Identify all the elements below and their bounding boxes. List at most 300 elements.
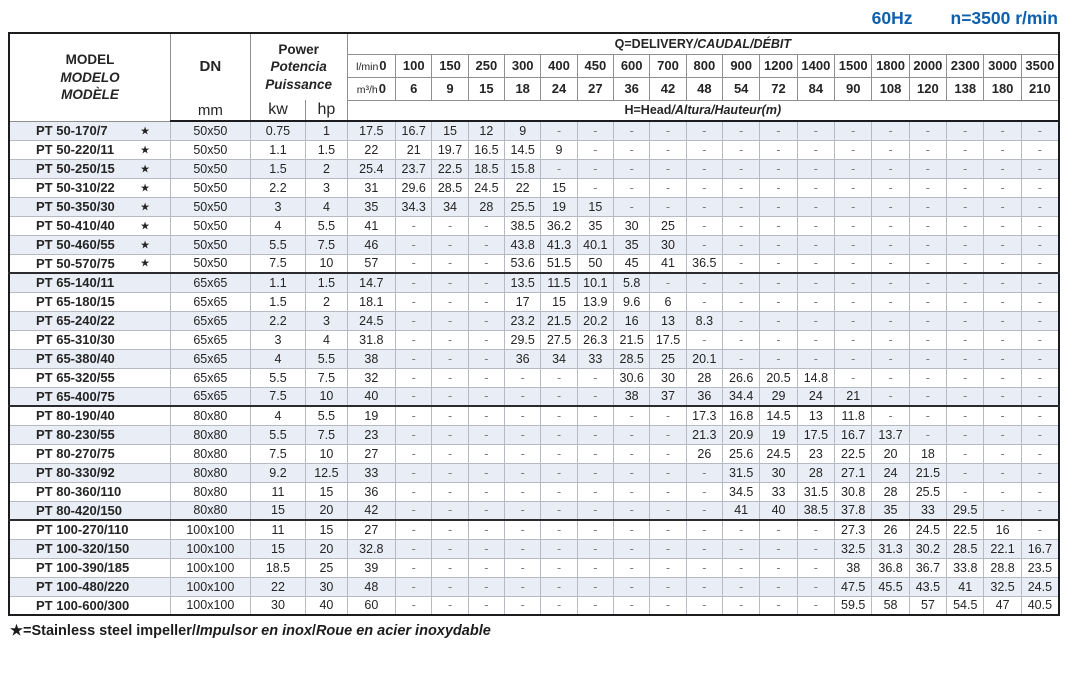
model-cell — [9, 254, 170, 273]
head-cell: 31 — [347, 178, 395, 197]
kw-cell: 2.2 — [250, 311, 306, 330]
head-cell: - — [541, 520, 577, 539]
head-cell: - — [577, 539, 613, 558]
table-row — [9, 216, 1059, 235]
model-cell — [9, 349, 170, 368]
head-cell: - — [541, 121, 577, 140]
head-cell: - — [650, 406, 686, 425]
head-cell: - — [686, 178, 722, 197]
head-cell: - — [947, 273, 984, 292]
model-name: PT 50-350/30 — [36, 199, 115, 214]
head-cell: 45.5 — [872, 577, 909, 596]
head-cell: - — [797, 558, 834, 577]
hp-cell: 25 — [306, 558, 347, 577]
dn-header — [170, 33, 250, 100]
head-cell: - — [505, 406, 541, 425]
m3h-value-10: 54 — [723, 77, 760, 100]
head-cell: - — [909, 159, 946, 178]
footnote-fr: Roue en acier inoxydable — [315, 623, 491, 639]
model-cell — [9, 368, 170, 387]
head-cell: - — [723, 178, 760, 197]
head-cell: - — [947, 311, 984, 330]
head-cell: - — [541, 558, 577, 577]
head-cell: - — [723, 558, 760, 577]
lmin-value-18: 3500 — [1021, 54, 1059, 77]
stainless-star-icon: ★ — [140, 125, 150, 137]
head-cell: - — [1021, 406, 1059, 425]
model-cell — [9, 406, 170, 425]
head-cell: 11.5 — [541, 273, 577, 292]
head-cell: 41 — [947, 577, 984, 596]
head-cell: - — [686, 463, 722, 482]
head-cell: - — [541, 387, 577, 406]
head-cell: 15 — [577, 197, 613, 216]
table-row — [9, 539, 1059, 558]
head-cell: - — [1021, 482, 1059, 501]
head-cell: - — [505, 482, 541, 501]
head-cell: - — [947, 159, 984, 178]
head-cell: 38 — [347, 349, 395, 368]
lmin-value-9: 800 — [686, 54, 722, 77]
head-cell: 28.8 — [984, 558, 1021, 577]
head-cell: 25.6 — [723, 444, 760, 463]
lmin-value-7: 600 — [614, 54, 650, 77]
head-cell: 17 — [505, 292, 541, 311]
head-cell: 38 — [835, 558, 872, 577]
head-cell: - — [577, 463, 613, 482]
head-cell: 21.5 — [541, 311, 577, 330]
head-cell: - — [797, 235, 834, 254]
head-cell: 53.6 — [505, 254, 541, 273]
head-cell: 28 — [468, 197, 504, 216]
head-cell: - — [909, 349, 946, 368]
head-cell: - — [984, 292, 1021, 311]
head-cell: - — [686, 235, 722, 254]
head-cell: 24.5 — [1021, 577, 1059, 596]
head-cell: 27.3 — [835, 520, 872, 539]
lmin-value-14: 1800 — [872, 54, 909, 77]
head-cell: - — [396, 311, 432, 330]
head-cell: 14.8 — [797, 368, 834, 387]
head-cell: - — [468, 349, 504, 368]
model-name: PT 80-420/150 — [36, 502, 123, 518]
head-cell: - — [650, 596, 686, 615]
head-cell: 34 — [541, 349, 577, 368]
head-cell: - — [797, 596, 834, 615]
head-cell: 30 — [650, 368, 686, 387]
head-cell: - — [1021, 121, 1059, 140]
m3h-value-6: 27 — [577, 77, 613, 100]
m3h-value-12: 84 — [797, 77, 834, 100]
head-cell: 27 — [347, 444, 395, 463]
head-cell: 16.7 — [835, 425, 872, 444]
model-cell — [9, 330, 170, 349]
head-cell: - — [797, 140, 834, 159]
head-cell: 24.5 — [909, 520, 946, 539]
head-cell: - — [909, 273, 946, 292]
table-row — [9, 387, 1059, 406]
head-cell: - — [835, 330, 872, 349]
head-cell: - — [686, 159, 722, 178]
head-cell: 36 — [347, 482, 395, 501]
head-cell: - — [1021, 520, 1059, 539]
head-cell: - — [797, 349, 834, 368]
head-cell: - — [1021, 368, 1059, 387]
head-cell: 16 — [984, 520, 1021, 539]
head-cell: - — [432, 292, 468, 311]
hp-cell: 20 — [306, 539, 347, 558]
head-cell: - — [797, 273, 834, 292]
dn-cell: 80x80 — [170, 425, 250, 444]
lmin-value-2: 150 — [432, 54, 468, 77]
head-cell: 23 — [347, 425, 395, 444]
kw-cell: 3 — [250, 197, 306, 216]
head-cell: - — [396, 406, 432, 425]
head-cell: - — [947, 121, 984, 140]
table-row — [9, 197, 1059, 216]
head-cell: 14.5 — [760, 406, 797, 425]
kw-cell: 22 — [250, 577, 306, 596]
head-cell: - — [614, 140, 650, 159]
dn-cell: 50x50 — [170, 159, 250, 178]
head-cell: 21.5 — [909, 463, 946, 482]
head-cell: 30 — [650, 235, 686, 254]
head-cell: 18.1 — [347, 292, 395, 311]
head-cell: - — [760, 330, 797, 349]
dn-cell: 50x50 — [170, 178, 250, 197]
lmin-value-4: 300 — [505, 54, 541, 77]
model-name: PT 65-400/75 — [36, 388, 115, 404]
power-header-en: Power — [278, 42, 319, 58]
head-cell: - — [984, 463, 1021, 482]
head-cell: 41 — [347, 216, 395, 235]
head-cell: - — [577, 501, 613, 520]
kw-cell: 2.2 — [250, 178, 306, 197]
dn-cell: 50x50 — [170, 121, 250, 140]
head-cell: 31.3 — [872, 539, 909, 558]
model-name: PT 80-270/75 — [36, 446, 115, 461]
model-header — [9, 33, 170, 121]
head-header-suffix: /Altura/Hauteur(m) — [671, 103, 782, 118]
head-cell: - — [396, 387, 432, 406]
head-cell: - — [1021, 387, 1059, 406]
head-cell: 41 — [650, 254, 686, 273]
dn-cell: 50x50 — [170, 197, 250, 216]
dn-cell: 80x80 — [170, 482, 250, 501]
head-cell: 24.5 — [760, 444, 797, 463]
head-cell: 47 — [984, 596, 1021, 615]
head-cell: 15 — [541, 292, 577, 311]
head-cell: - — [468, 387, 504, 406]
head-cell: 36.5 — [686, 254, 722, 273]
kw-cell: 9.2 — [250, 463, 306, 482]
head-cell: 34.5 — [723, 482, 760, 501]
head-cell: - — [947, 387, 984, 406]
hp-unit: hp — [306, 100, 347, 121]
head-cell: 43.5 — [909, 577, 946, 596]
head-cell: - — [984, 159, 1021, 178]
head-cell: 15 — [541, 178, 577, 197]
head-cell: - — [947, 235, 984, 254]
head-cell: - — [686, 273, 722, 292]
head-cell: - — [468, 520, 504, 539]
head-cell: 19 — [347, 406, 395, 425]
head-cell: - — [396, 425, 432, 444]
model-name: PT 50-220/11 — [36, 142, 115, 157]
head-cell: 36.8 — [872, 558, 909, 577]
head-cell: - — [577, 121, 613, 140]
hp-cell: 1 — [306, 121, 347, 140]
head-cell: - — [760, 596, 797, 615]
head-cell: - — [432, 311, 468, 330]
head-cell: - — [984, 501, 1021, 520]
head-cell: - — [432, 330, 468, 349]
head-cell: - — [577, 444, 613, 463]
head-cell: 40 — [760, 501, 797, 520]
head-cell: - — [909, 311, 946, 330]
hp-cell: 5.5 — [306, 349, 347, 368]
dn-cell: 100x100 — [170, 596, 250, 615]
kw-cell: 11 — [250, 482, 306, 501]
hp-cell: 4 — [306, 197, 347, 216]
head-cell: 14.5 — [505, 140, 541, 159]
head-cell: - — [1021, 235, 1059, 254]
head-cell: - — [614, 558, 650, 577]
dn-cell: 50x50 — [170, 216, 250, 235]
head-cell: - — [577, 406, 613, 425]
head-cell: - — [760, 121, 797, 140]
head-cell: - — [468, 539, 504, 558]
head-cell: 47.5 — [835, 577, 872, 596]
head-cell: 33.8 — [947, 558, 984, 577]
kw-cell: 7.5 — [250, 254, 306, 273]
head-cell: - — [686, 292, 722, 311]
head-header — [347, 100, 1059, 121]
model-cell — [9, 558, 170, 577]
head-cell: - — [468, 311, 504, 330]
m3h-value-3: 15 — [468, 77, 504, 100]
head-cell: 22.1 — [984, 539, 1021, 558]
head-cell: 26 — [872, 520, 909, 539]
head-cell: - — [686, 482, 722, 501]
stainless-star-icon: ★ — [140, 144, 150, 156]
kw-cell: 4 — [250, 349, 306, 368]
head-cell: - — [614, 520, 650, 539]
head-cell: 26.6 — [723, 368, 760, 387]
head-cell: - — [396, 254, 432, 273]
head-cell: - — [909, 121, 946, 140]
head-cell: - — [984, 140, 1021, 159]
head-cell: - — [1021, 330, 1059, 349]
head-cell: 31.8 — [347, 330, 395, 349]
head-cell: - — [468, 501, 504, 520]
footnote-separator: / — [311, 623, 316, 639]
head-cell: - — [577, 482, 613, 501]
head-cell: - — [984, 235, 1021, 254]
m3h-value-16: 138 — [947, 77, 984, 100]
hp-cell: 20 — [306, 501, 347, 520]
head-cell: 13 — [797, 406, 834, 425]
power-header — [250, 33, 347, 100]
head-cell: - — [432, 596, 468, 615]
head-cell: - — [984, 482, 1021, 501]
table-row — [9, 311, 1059, 330]
stainless-star-icon: ★ — [140, 257, 150, 270]
head-cell: - — [396, 463, 432, 482]
head-cell: - — [650, 463, 686, 482]
head-cell: - — [872, 292, 909, 311]
head-cell: - — [614, 425, 650, 444]
hp-cell: 10 — [306, 254, 347, 273]
hp-cell: 1.5 — [306, 140, 347, 159]
head-cell: 12 — [468, 121, 504, 140]
head-cell: 32.8 — [347, 539, 395, 558]
head-cell: 38.5 — [797, 501, 834, 520]
head-cell: 16.7 — [1021, 539, 1059, 558]
table-row — [9, 558, 1059, 577]
head-cell: - — [614, 197, 650, 216]
head-cell: - — [835, 273, 872, 292]
hp-cell: 7.5 — [306, 368, 347, 387]
head-cell: - — [760, 254, 797, 273]
head-cell: - — [984, 444, 1021, 463]
head-cell: 10.1 — [577, 273, 613, 292]
head-cell: - — [797, 178, 834, 197]
head-cell: - — [432, 482, 468, 501]
head-cell: 34.4 — [723, 387, 760, 406]
stainless-star-icon: ★ — [140, 239, 150, 251]
head-cell: 24.5 — [347, 311, 395, 330]
head-cell: - — [909, 406, 946, 425]
model-cell — [9, 463, 170, 482]
head-cell: - — [947, 197, 984, 216]
head-cell: - — [686, 539, 722, 558]
head-cell: - — [541, 368, 577, 387]
head-cell: - — [468, 368, 504, 387]
stainless-star-icon: ★ — [140, 163, 150, 175]
head-cell: - — [396, 539, 432, 558]
head-cell: 19 — [541, 197, 577, 216]
head-cell: - — [835, 121, 872, 140]
head-cell: 25.5 — [909, 482, 946, 501]
head-cell: - — [1021, 178, 1059, 197]
head-cell: - — [947, 406, 984, 425]
head-cell: - — [909, 254, 946, 273]
head-cell: - — [872, 368, 909, 387]
head-cell: - — [909, 330, 946, 349]
head-cell: - — [760, 235, 797, 254]
head-cell: - — [872, 406, 909, 425]
head-cell: 17.5 — [650, 330, 686, 349]
head-cell: - — [614, 577, 650, 596]
head-cell: - — [468, 406, 504, 425]
head-cell: - — [947, 349, 984, 368]
head-cell: - — [541, 425, 577, 444]
model-name: PT 100-600/300 — [36, 597, 130, 613]
head-cell: - — [650, 273, 686, 292]
head-cell: - — [541, 539, 577, 558]
dn-cell: 80x80 — [170, 406, 250, 425]
head-cell: - — [650, 501, 686, 520]
head-cell: 28 — [686, 368, 722, 387]
head-cell: - — [505, 463, 541, 482]
head-cell: 11.8 — [835, 406, 872, 425]
head-cell: 60 — [347, 596, 395, 615]
stainless-star-icon: ★ — [140, 201, 150, 213]
head-cell: - — [1021, 425, 1059, 444]
head-cell: - — [468, 216, 504, 235]
model-name: PT 65-380/40 — [36, 351, 115, 366]
table-row — [9, 425, 1059, 444]
head-cell: - — [1021, 140, 1059, 159]
head-cell: 43.8 — [505, 235, 541, 254]
head-cell: - — [432, 539, 468, 558]
m3h-value-13: 90 — [835, 77, 872, 100]
kw-cell: 1.5 — [250, 159, 306, 178]
footnote — [0, 616, 1068, 639]
head-cell: - — [505, 539, 541, 558]
head-cell: - — [909, 368, 946, 387]
head-cell: 15.8 — [505, 159, 541, 178]
head-cell: 6 — [650, 292, 686, 311]
head-cell: - — [650, 558, 686, 577]
dn-cell: 65x65 — [170, 368, 250, 387]
kw-cell: 5.5 — [250, 235, 306, 254]
model-cell — [9, 216, 170, 235]
head-cell: - — [723, 254, 760, 273]
head-cell: 59.5 — [835, 596, 872, 615]
table-row — [9, 159, 1059, 178]
kw-cell: 7.5 — [250, 387, 306, 406]
head-cell: 15 — [432, 121, 468, 140]
head-cell: - — [872, 254, 909, 273]
head-cell: - — [396, 349, 432, 368]
head-cell: - — [686, 577, 722, 596]
head-cell: - — [872, 349, 909, 368]
lmin-value-5: 400 — [541, 54, 577, 77]
model-cell — [9, 292, 170, 311]
model-cell — [9, 140, 170, 159]
head-cell: - — [835, 216, 872, 235]
head-cell: 27.5 — [541, 330, 577, 349]
dn-cell: 65x65 — [170, 387, 250, 406]
head-cell: - — [984, 273, 1021, 292]
head-cell: - — [650, 482, 686, 501]
model-cell — [9, 444, 170, 463]
head-cell: - — [1021, 292, 1059, 311]
head-cell: - — [723, 235, 760, 254]
head-cell: 32.5 — [984, 577, 1021, 596]
head-cell: 20.2 — [577, 311, 613, 330]
head-cell: - — [760, 558, 797, 577]
kw-unit: kw — [250, 100, 306, 121]
kw-cell: 30 — [250, 596, 306, 615]
head-cell: - — [835, 349, 872, 368]
head-cell: 30.2 — [909, 539, 946, 558]
head-cell: - — [614, 501, 650, 520]
head-cell: 26 — [686, 444, 722, 463]
head-cell: - — [686, 140, 722, 159]
head-cell: 23.7 — [396, 159, 432, 178]
head-cell: - — [909, 292, 946, 311]
kw-cell: 3 — [250, 330, 306, 349]
head-cell: 25 — [650, 349, 686, 368]
head-cell: - — [577, 140, 613, 159]
hp-cell: 10 — [306, 387, 347, 406]
kw-cell: 1.1 — [250, 273, 306, 292]
head-cell: - — [541, 482, 577, 501]
head-cell: - — [947, 444, 984, 463]
